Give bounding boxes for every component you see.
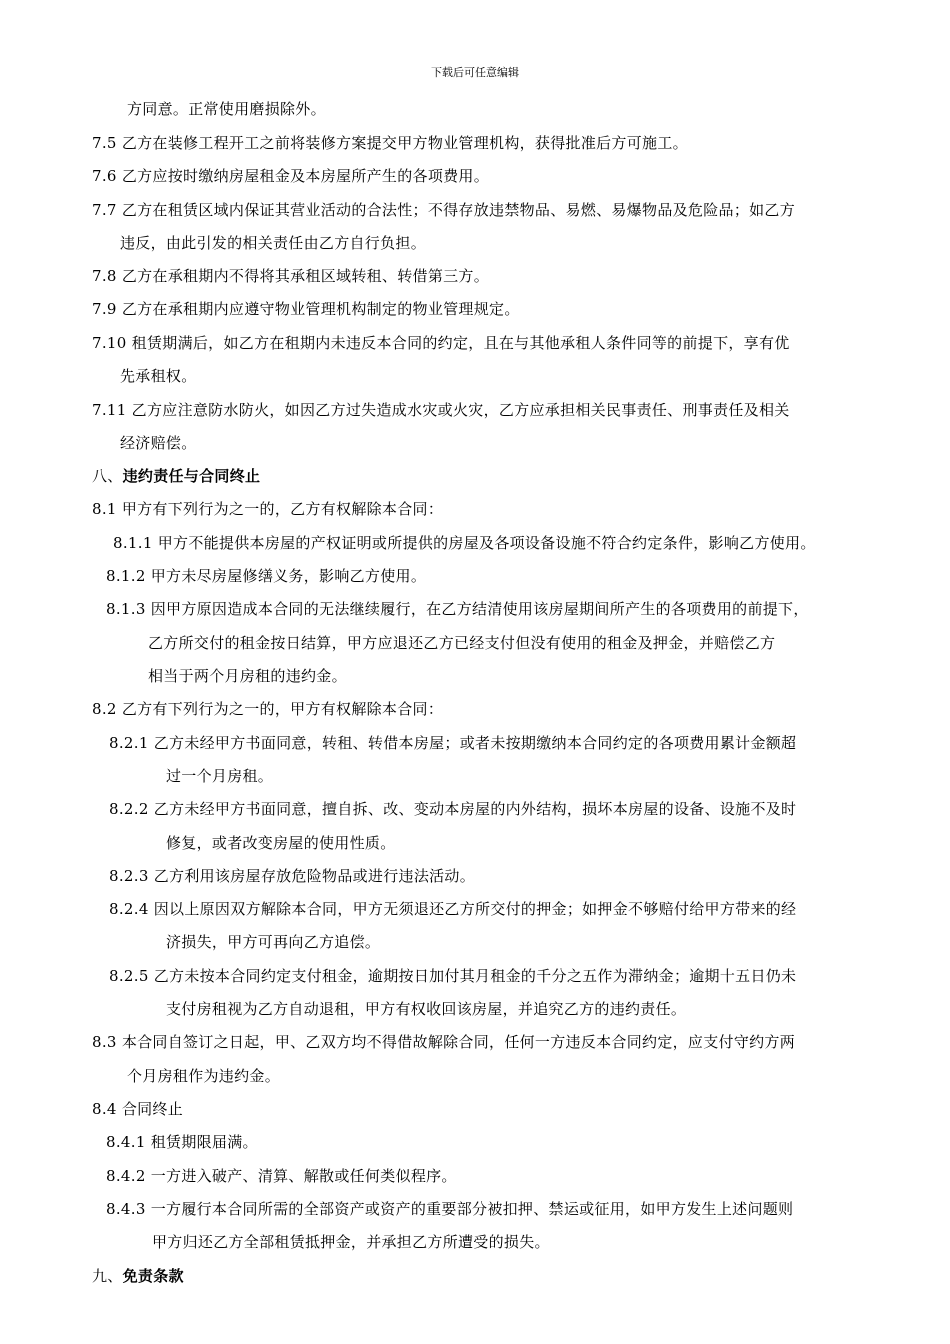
- clause-7-7-cont: 违反，由此引发的相关责任由乙方自行负担。: [120, 234, 427, 252]
- clause-8-4: 8.4 合同终止: [92, 1100, 184, 1118]
- clause-7-5: 7.5 乙方在装修工程开工之前将装修方案提交甲方物业管理机构，获得批准后方可施工。: [92, 134, 688, 152]
- clause-8-1: 8.1 甲方有下列行为之一的，乙方有权解除本合同：: [92, 500, 444, 518]
- clause-8-2-5-cont: 支付房租视为乙方自动退租，甲方有权收回该房屋，并追究乙方的违约责任。: [166, 1000, 687, 1018]
- clause-8-4-3: 8.4.3 一方履行本合同所需的全部资产或资产的重要部分被扣押、禁运或征用，如甲方发生上述问题则: [106, 1200, 794, 1218]
- section-title: 免责条款: [122, 1267, 184, 1285]
- clause-8-3-cont: 个月房租作为违约金。: [127, 1067, 281, 1085]
- clause-7-9: 7.9 乙方在承租期内应遵守物业管理机构制定的物业管理规定。: [92, 300, 520, 318]
- clause-8-2-1: 8.2.1 乙方未经甲方书面同意，转租、转借本房屋；或者未按期缴纳本合同约定的各项费用累计金额超: [109, 734, 797, 752]
- clause-7-7: 7.7 乙方在租赁区域内保证其营业活动的合法性；不得存放违禁物品、易燃、易爆物品及危险品；如乙方: [92, 201, 796, 219]
- section-number: 九、: [92, 1267, 123, 1285]
- clause-7-10-cont: 先承租权。: [120, 367, 197, 385]
- clause-7-11: 7.11 乙方应注意防水防火，如因乙方过失造成水灾或火灾，乙方应承担相关民事责任、刑事责任及相关: [92, 401, 790, 419]
- clause-8-2: 8.2 乙方有下列行为之一的，甲方有权解除本合同：: [92, 700, 444, 718]
- section-9-heading: [92, 1266, 184, 1286]
- section-number: 八、: [92, 467, 123, 485]
- clause-7-11-cont: 经济赔偿。: [120, 434, 197, 452]
- section-title: 违约责任与合同终止: [122, 467, 261, 485]
- section-8-heading: [92, 466, 260, 486]
- page-header: 下载后可任意编辑: [431, 66, 519, 79]
- clause-8-4-1: 8.4.1 租赁期限届满。: [106, 1133, 258, 1151]
- clause-8-1-2: 8.1.2 甲方未尽房屋修缮义务，影响乙方使用。: [106, 567, 427, 585]
- clause-8-1-3: 8.1.3 因甲方原因造成本合同的无法继续履行，在乙方结清使用该房屋期间所产生的各项费用的前提下，: [106, 600, 809, 618]
- clause-7-10: 7.10 租赁期满后，如乙方在租期内未违反本合同的约定，且在与其他承租人条件同等的前提下，享有优: [92, 334, 790, 352]
- clause-8-2-4-cont: 济损失，甲方可再向乙方追偿。: [166, 933, 381, 951]
- clause-8-2-5: 8.2.5 乙方未按本合同约定支付租金，逾期按日加付其月租金的千分之五作为滞纳金；逾期十五日仍未: [109, 967, 797, 985]
- clause-8-2-3: 8.2.3 乙方利用该房屋存放危险物品或进行违法活动。: [109, 867, 476, 885]
- clause-7-6: 7.6 乙方应按时缴纳房屋租金及本房屋所产生的各项费用。: [92, 167, 490, 185]
- clause-8-4-3-cont: 甲方归还乙方全部租赁抵押金，并承担乙方所遭受的损失。: [152, 1233, 550, 1251]
- clause-8-1-3-cont2: 相当于两个月房租的违约金。: [148, 667, 347, 685]
- clause-8-4-2: 8.4.2 一方进入破产、清算、解散或任何类似程序。: [106, 1167, 457, 1185]
- clause-8-2-2: 8.2.2 乙方未经甲方书面同意，擅自拆、改、变动本房屋的内外结构，损坏本房屋的设备、设施不及时: [109, 800, 797, 818]
- clause-8-2-2-cont: 修复，或者改变房屋的使用性质。: [166, 834, 396, 852]
- clause-7-8: 7.8 乙方在承租期内不得将其承租区域转租、转借第三方。: [92, 267, 490, 285]
- clause-8-3: 8.3 本合同自签订之日起，甲、乙双方均不得借故解除合同，任何一方违反本合同约定，应支付守约方两: [92, 1033, 796, 1051]
- clause-7-4-cont: 方同意。正常使用磨损除外。: [127, 100, 326, 118]
- clause-8-1-1: 8.1.1 甲方不能提供本房屋的产权证明或所提供的房屋及各项设备设施不符合约定条件，影响乙方使用。: [113, 534, 816, 552]
- clause-8-2-1-cont: 过一个月房租。: [166, 767, 274, 785]
- clause-8-1-3-cont: 乙方所交付的租金按日结算，甲方应退还乙方已经支付但没有使用的租金及押金，并赔偿乙方: [148, 634, 776, 652]
- clause-8-2-4: 8.2.4 因以上原因双方解除本合同，甲方无须退还乙方所交付的押金；如押金不够赔付给甲方带来的经: [109, 900, 797, 918]
